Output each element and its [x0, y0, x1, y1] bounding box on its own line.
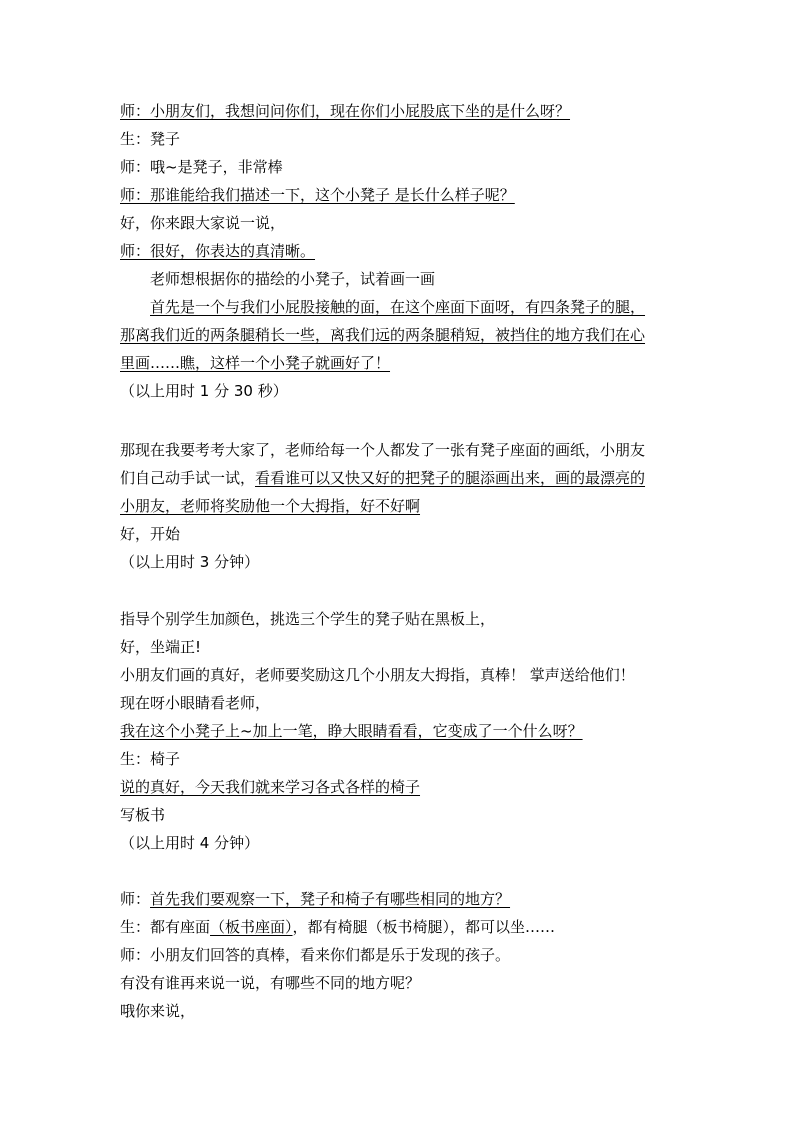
text-line [120, 1001, 690, 1021]
underlined-text: 看看谁可以又快又好的把凳子的腿添画出来，画的最漂亮的 [255, 469, 646, 487]
text-line [120, 496, 690, 516]
text-line [120, 609, 690, 629]
underlined-text: 师：很好，你表达的真清晰。 [120, 242, 316, 260]
underlined-text: 说的真好，今天我们就来学习各式各样的椅子 [120, 778, 421, 796]
text-line [120, 353, 690, 373]
line-text: 生：凳子 [120, 130, 181, 148]
text-line [120, 805, 690, 825]
line-text: 指导个别学生加颜色，挑选三个学生的凳子贴在黑板上， [120, 610, 496, 628]
text-line [120, 917, 690, 937]
text-line [120, 325, 690, 345]
text-line [120, 889, 690, 909]
underlined-text: 那离我们近的两条腿稍长一些，离我们远的两条腿稍短，被挡住的地方我们在心 [120, 326, 646, 344]
line-text: 写板书 [120, 806, 166, 824]
line-text: （以上用时 4 分钟） [120, 834, 260, 852]
text-line [150, 297, 720, 317]
underlined-text: 首先是一个与我们小屁股接触的面，在这个座面下面呀，有四条凳子的腿， [150, 298, 646, 316]
text-line [120, 129, 690, 149]
line-text: ，都有椅腿（板书椅腿），都可以坐…… [292, 918, 556, 936]
text-line [120, 185, 690, 205]
text-line [120, 552, 690, 572]
text-line [120, 833, 690, 853]
text-line [120, 440, 690, 460]
line-text: 好，开始 [120, 525, 181, 543]
line-text: 们自己动手试一试， [120, 469, 256, 487]
line-text: 哦你来说， [120, 1002, 196, 1020]
underlined-text: 首先我们要观察一下，凳子和椅子有哪些相同的地方？ [150, 890, 511, 908]
line-text: 小朋友们画的真好，老师要奖励这几个小朋友大拇指，真棒！ 掌声送给他们！ [120, 666, 635, 684]
line-text: （以上用时 3 分钟） [120, 553, 260, 571]
text-line [120, 945, 690, 965]
underlined-text: 小朋友，老师将奖励他一个大拇指，好不好啊 [120, 497, 421, 515]
text-line [120, 665, 690, 685]
line-text: 生：都有座面 [120, 918, 211, 936]
text-line [150, 269, 720, 289]
text-line [120, 721, 690, 741]
text-line [120, 157, 690, 177]
text-line [120, 241, 690, 261]
underlined-text: 我在这个小凳子上~加上一笔，睁大眼睛看看，它变成了一个什么呀？ [120, 722, 583, 740]
text-line [120, 637, 690, 657]
line-text: 好，坐端正! [120, 638, 202, 656]
text-line [120, 777, 690, 797]
line-text: 有没有谁再来说一说，有哪些不同的地方呢？ [120, 974, 421, 992]
underlined-text: 师：那谁能给我们描述一下，这个小凳子 是长什么样子呢？ [120, 186, 515, 204]
line-text: 那现在我要考考大家了，老师给每一个人都发了一张有凳子座面的画纸，小朋友 [120, 441, 646, 459]
line-text: 好，你来跟大家说一说， [120, 214, 286, 232]
line-text: 师：小朋友们回答的真棒，看来你们都是乐于发现的孩子。 [120, 946, 511, 964]
line-text: 师： [120, 890, 151, 908]
text-line [120, 213, 690, 233]
text-line [120, 381, 690, 401]
underlined-text: 师：小朋友们，我想问问你们，现在你们小屁股底下坐的是什么呀？ [120, 102, 571, 120]
line-text: 老师想根据你的描绘的小凳子，试着画一画 [150, 270, 436, 288]
text-line [120, 749, 690, 769]
line-text: 生：椅子 [120, 750, 181, 768]
line-text: （以上用时 1 分 30 秒） [120, 382, 288, 400]
underlined-text: （板书座面） [210, 918, 293, 936]
text-line [120, 693, 690, 713]
text-line [120, 468, 690, 488]
line-text: 师：哦~是凳子，非常棒 [120, 158, 283, 176]
text-line [120, 101, 690, 121]
text-line [120, 973, 690, 993]
underlined-text: 里画……瞧，这样一个小凳子就画好了！ [120, 354, 391, 372]
line-text: 现在呀小眼睛看老师， [120, 694, 271, 712]
text-line [120, 524, 690, 544]
